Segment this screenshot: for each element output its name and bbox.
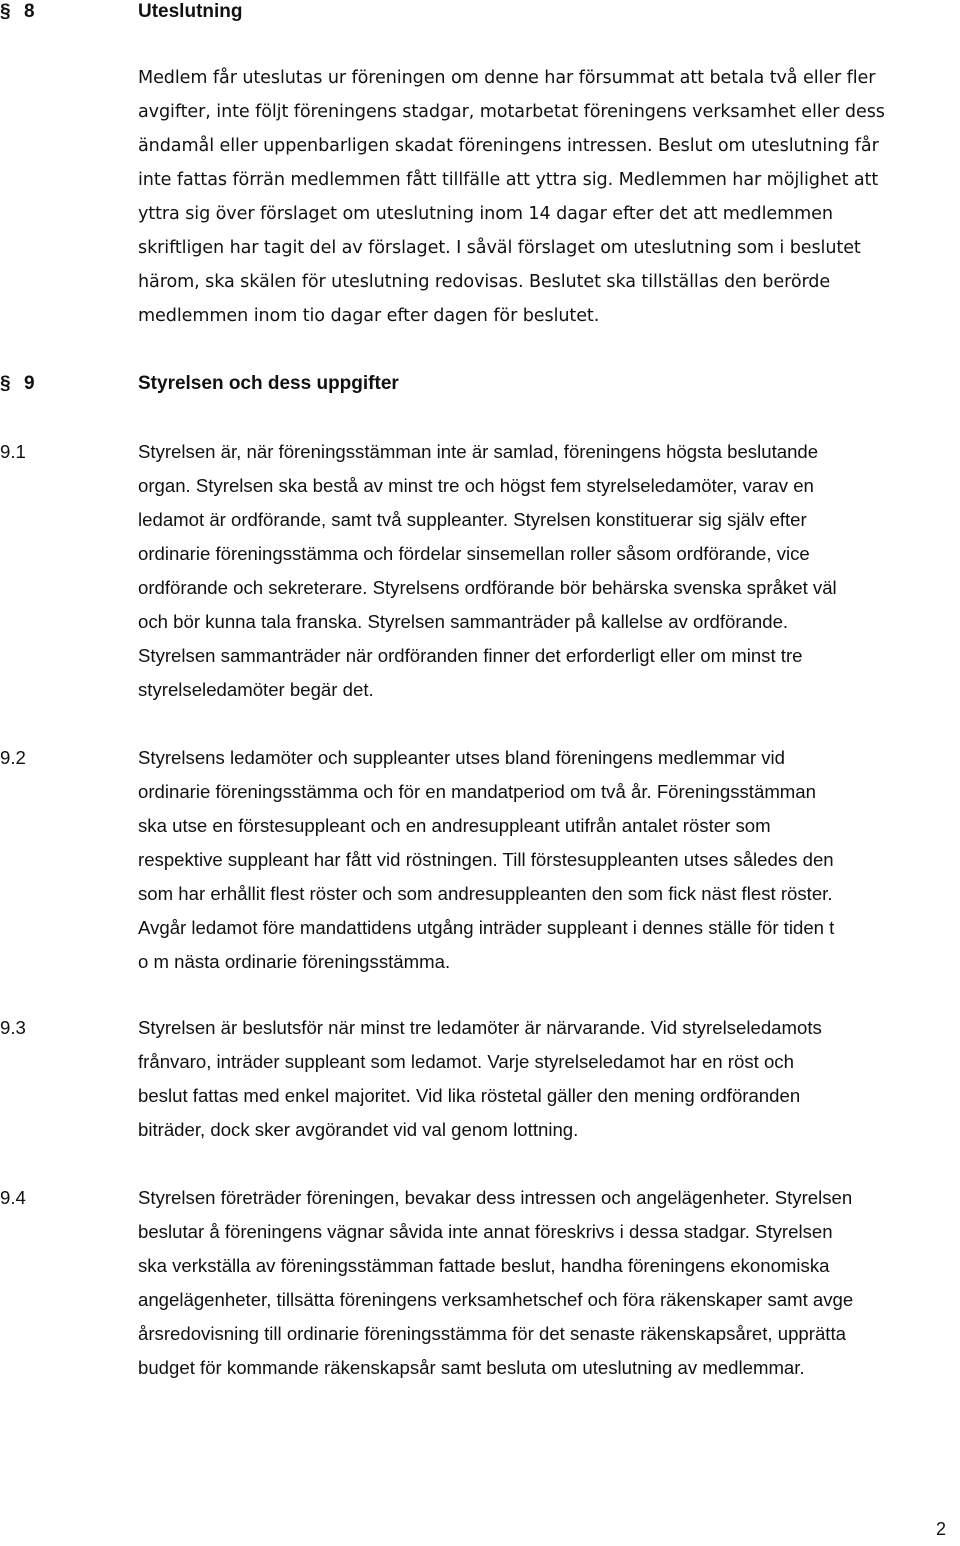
subsection-9-2-paragraph [138, 741, 960, 979]
section-title: Uteslutning [138, 1, 243, 22]
paragraph-line: avgifter, inte följt föreningens stadgar, motarbetat föreningens verksamhet eller dess [138, 102, 885, 122]
paragraph-line: ledamot är ordförande, samt två suppleanter. Styrelsen konstituerar sig själv efter [138, 509, 807, 530]
paragraph-line: årsredovisning till ordinarie föreningsstämma för det senaste räkenskapsåret, upprätta [138, 1323, 846, 1344]
paragraph-line: Styrelsen sammanträder när ordföranden finner det erforderligt eller om minst tre [138, 645, 803, 666]
section-title: Styrelsen och dess uppgifter [138, 373, 399, 394]
paragraph-line: biträder, dock sker avgörandet vid val genom lottning. [138, 1119, 579, 1140]
subsection-number: 9.1 [0, 441, 26, 462]
paragraph-line: skriftligen har tagit del av förslaget. I såväl förslaget om uteslutning som i beslutet [138, 238, 861, 258]
paragraph-line: som har erhållit flest röster och som andresuppleanten den som fick näst flest röster. [138, 883, 833, 904]
paragraph-line: organ. Styrelsen ska bestå av minst tre och högst fem styrelseledamöter, varav en [138, 475, 814, 496]
paragraph-line: härom, ska skälen för uteslutning redovisas. Beslutet ska tillställas den berörde [138, 272, 831, 292]
section-symbol: § [0, 373, 11, 394]
paragraph-line: Styrelsen är, när föreningsstämman inte är samlad, föreningens högsta beslutande [138, 441, 819, 462]
paragraph-line: ska verkställa av föreningsstämman fattade beslut, handha föreningens ekonomiska [138, 1255, 830, 1276]
section-number: 8 [24, 1, 35, 22]
paragraph-line: Avgår ledamot före mandattidens utgång inträder suppleant i dennes ställe för tiden t [138, 917, 835, 938]
paragraph-line: och bör kunna tala franska. Styrelsen sammanträder på kallelse av ordförande. [138, 611, 789, 632]
paragraph-line: ordförande och sekreterare. Styrelsens ordförande bör behärska svenska språket väl [138, 577, 837, 598]
paragraph-line: beslutar å föreningens vägnar såvida inte annat föreskrivs i dessa stadgar. Styrelsen [138, 1221, 833, 1242]
subsection-9-4-paragraph [138, 1181, 960, 1385]
paragraph-line: o m nästa ordinarie föreningsstämma. [138, 951, 451, 972]
paragraph-line: ordinarie föreningsstämma och fördelar sinsemellan roller såsom ordförande, vice [138, 543, 810, 564]
section-8-heading [0, 1, 243, 23]
paragraph-line: ska utse en förstesuppleant och en andresuppleant utifrån antalet röster som [138, 815, 771, 836]
subsection-9-3-paragraph [138, 1011, 960, 1147]
paragraph-line: ordinarie föreningsstämma och för en mandatperiod om två år. Föreningsstämman [138, 781, 816, 802]
paragraph-line: frånvaro, inträder suppleant som ledamot. Varje styrelseledamot har en röst och [138, 1051, 794, 1072]
subsection-number: 9.2 [0, 747, 26, 768]
paragraph-line: Medlem får uteslutas ur föreningen om denne har försummat att betala två eller fler [138, 68, 876, 88]
paragraph-line: budget för kommande räkenskapsår samt besluta om uteslutning av medlemmar. [138, 1357, 805, 1378]
paragraph-line: yttra sig över förslaget om uteslutning inom 14 dagar efter det att medlemmen [138, 204, 833, 224]
paragraph-line: Styrelsens ledamöter och suppleanter utses bland föreningens medlemmar vid [138, 747, 785, 768]
paragraph-line: angelägenheter, tillsätta föreningens verksamhetschef och föra räkenskaper samt avge [138, 1289, 854, 1310]
paragraph-line: respektive suppleant har fått vid röstningen. Till förstesuppleanten utses således den [138, 849, 834, 870]
subsection-number: 9.3 [0, 1017, 26, 1038]
section-8-paragraph [138, 61, 960, 333]
section-9-heading [0, 373, 399, 395]
subsection-number: 9.4 [0, 1187, 26, 1208]
paragraph-line: Styrelsen företräder föreningen, bevakar dess intressen och angelägenheter. Styrelsen [138, 1187, 853, 1208]
paragraph-line: beslut fattas med enkel majoritet. Vid lika röstetal gäller den mening ordföranden [138, 1085, 801, 1106]
paragraph-line: medlemmen inom tio dagar efter dagen för beslutet. [138, 306, 600, 326]
section-number: 9 [24, 373, 35, 394]
paragraph-line: Styrelsen är beslutsför när minst tre ledamöter är närvarande. Vid styrelseledamots [138, 1017, 822, 1038]
subsection-9-1-paragraph [138, 435, 960, 707]
paragraph-line: inte fattas förrän medlemmen fått tillfälle att yttra sig. Medlemmen har möjlighet att [138, 170, 879, 190]
page-number: 2 [935, 1519, 946, 1539]
section-symbol: § [0, 1, 11, 22]
paragraph-line: styrelseledamöter begär det. [138, 679, 374, 700]
paragraph-line: ändamål eller uppenbarligen skadat föreningens intressen. Beslut om uteslutning får [138, 136, 879, 156]
